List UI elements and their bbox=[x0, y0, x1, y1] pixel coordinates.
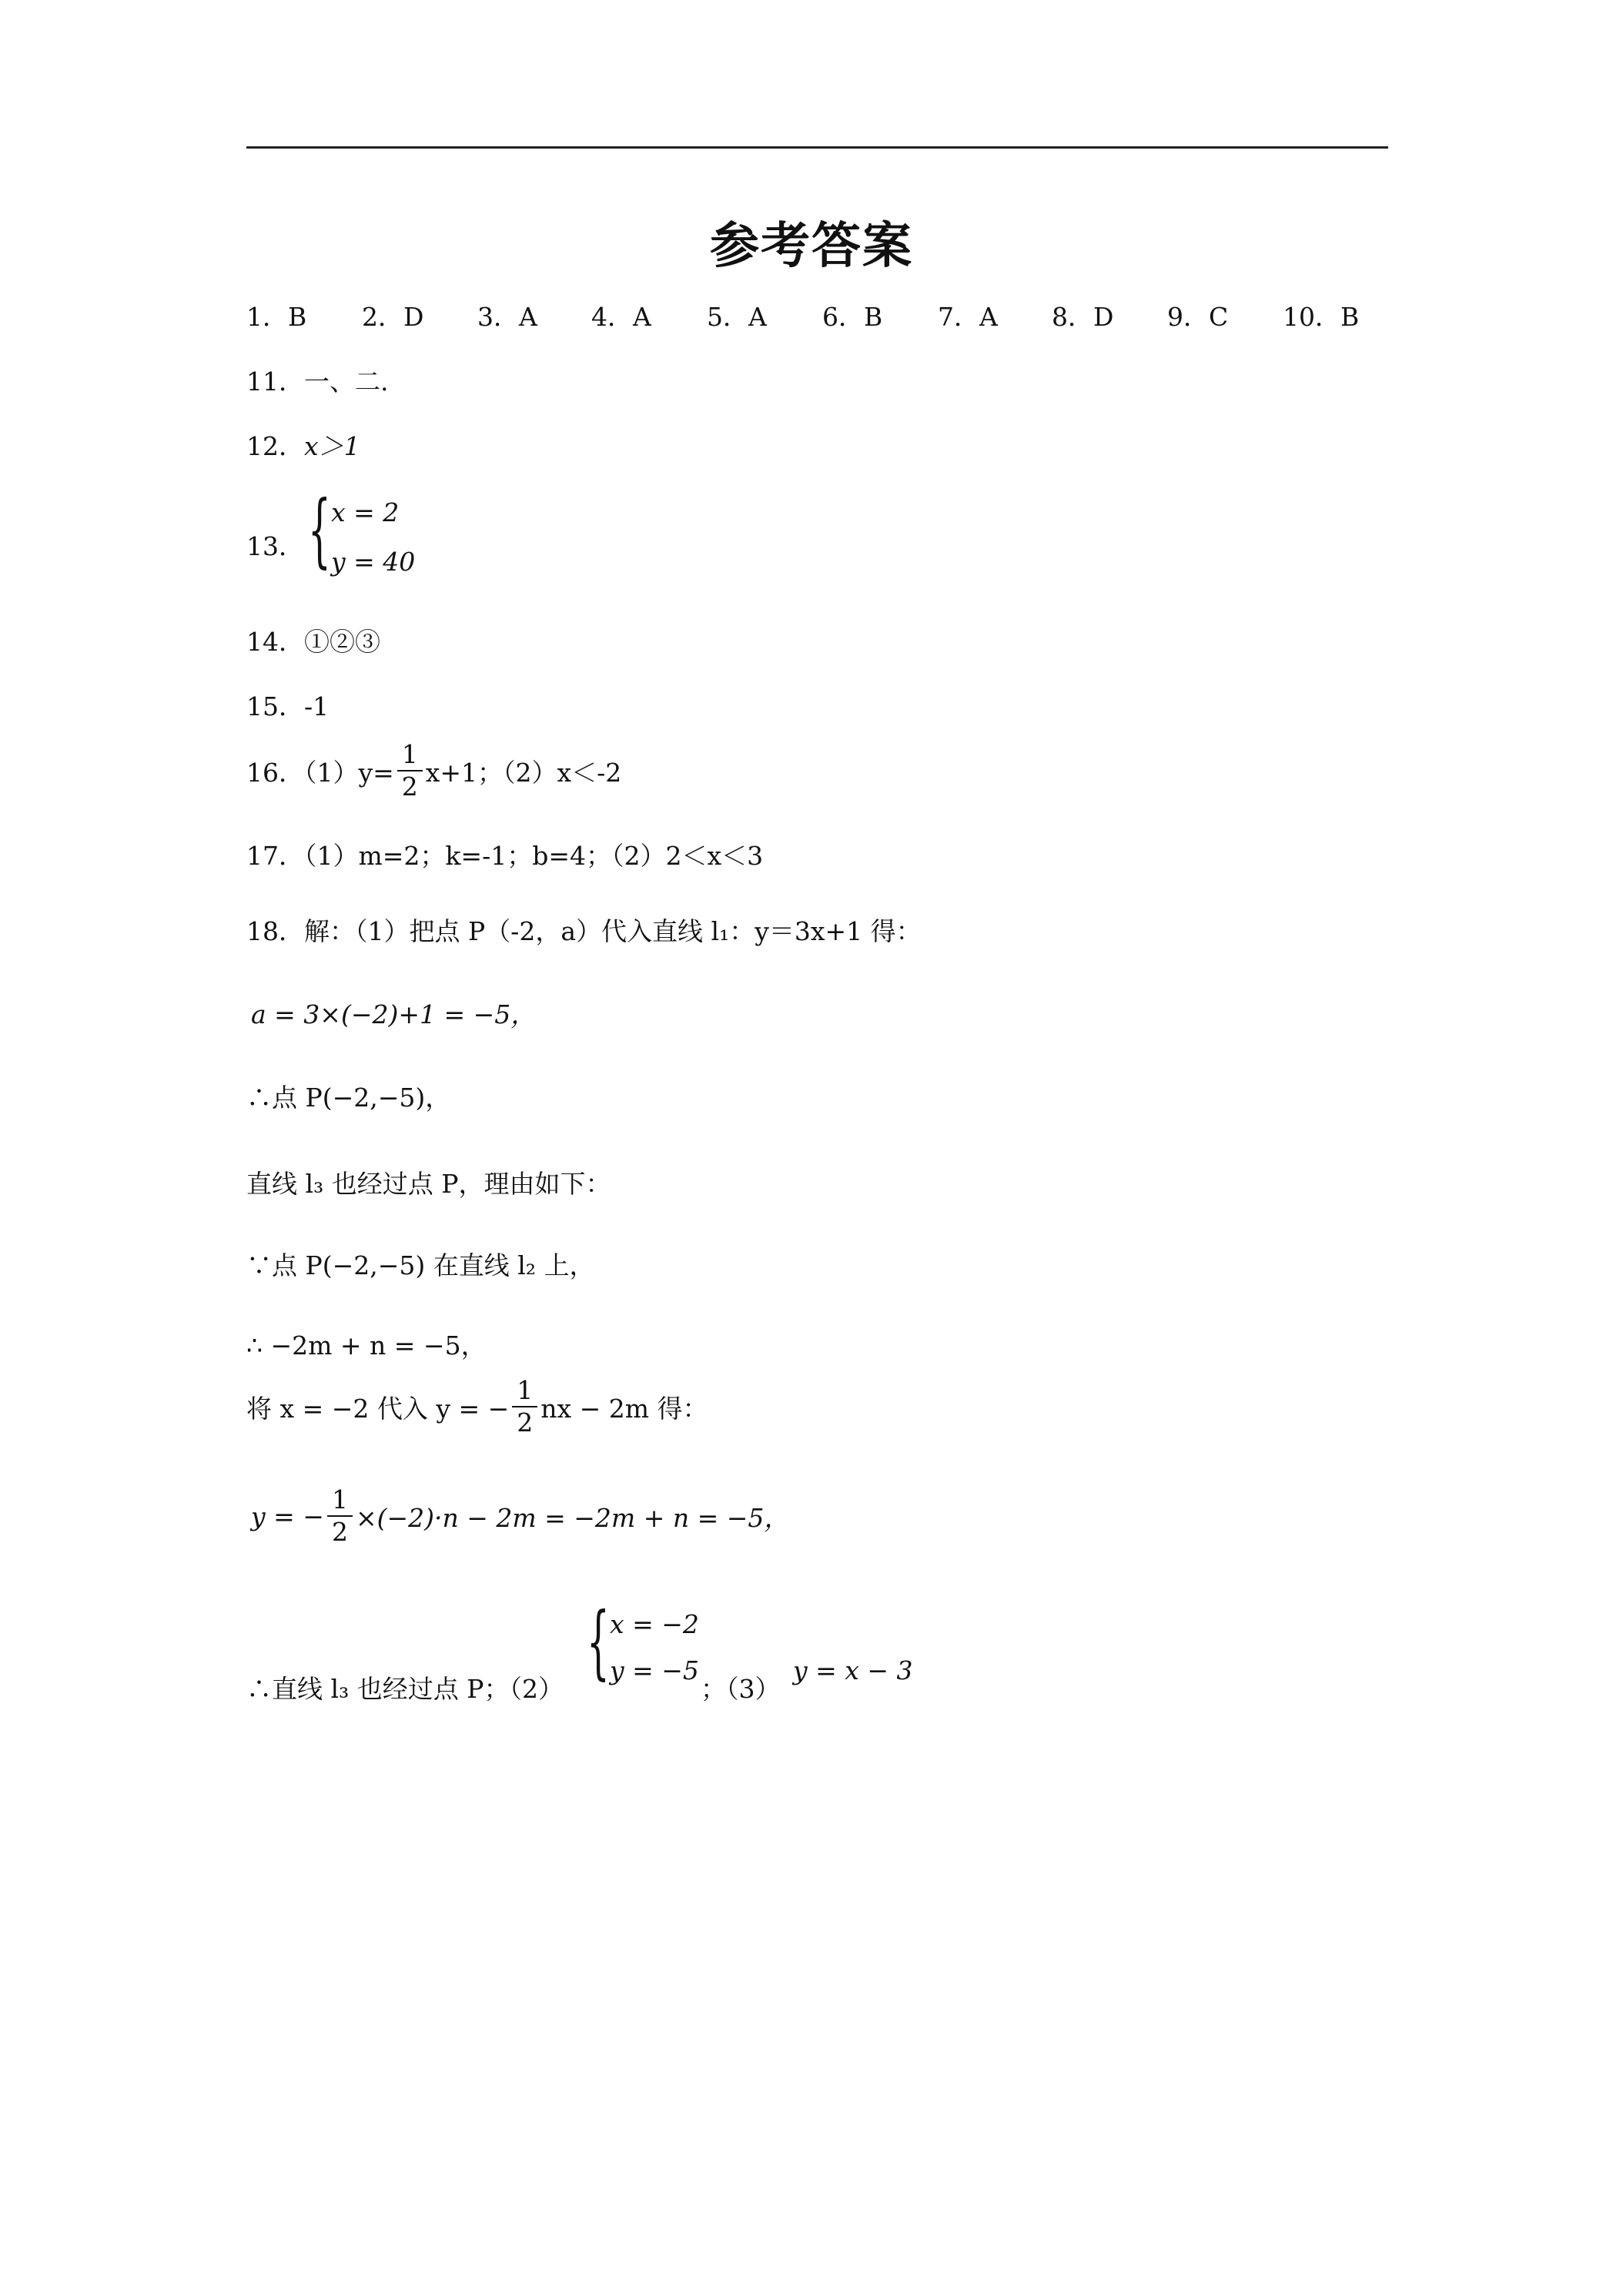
mc-answer-7: 7．A bbox=[938, 302, 998, 332]
mc-answer-2: 2．D bbox=[362, 302, 424, 332]
answer-18-line9-suffix: y = x − 3 bbox=[793, 1655, 913, 1685]
answer-18-line9-system2: y = −5 bbox=[610, 1655, 699, 1685]
answer-16-fraction bbox=[397, 739, 423, 802]
answer-18-line4: 直线 l₃ 也经过点 P，理由如下： bbox=[246, 1169, 611, 1199]
answer-18-line7 bbox=[246, 1375, 708, 1438]
answer-12-number: 12． bbox=[246, 431, 304, 461]
answer-12-expression: x＞1 bbox=[304, 431, 360, 461]
answer-18-line5: ∵点 P(−2,−5) 在直线 l₂ 上， bbox=[246, 1250, 595, 1280]
answer-15: 15．-1 bbox=[246, 691, 330, 721]
answer-16-denominator: 2 bbox=[401, 771, 418, 802]
answer-16-numerator: 1 bbox=[397, 739, 423, 771]
answer-18-line8-numerator: 1 bbox=[327, 1484, 353, 1517]
mc-answer-6: 6．B bbox=[822, 302, 883, 332]
answer-11: 11．一、二. bbox=[246, 366, 389, 397]
answer-18-line8-fraction bbox=[327, 1484, 353, 1548]
mc-answer-5: 5．A bbox=[707, 302, 767, 332]
answer-18-line9-prefix: ∴直线 l₃ 也经过点 P；（2） bbox=[246, 1674, 564, 1704]
mc-answer-1: 1．B bbox=[246, 302, 307, 332]
answer-18-line1: 18．解：（1）把点 P（-2，a）代入直线 l₁：y＝3x+1 得： bbox=[246, 916, 922, 946]
answer-18-line7-suffix: nx − 2m 得： bbox=[540, 1393, 708, 1424]
answer-18-line7-fraction bbox=[512, 1375, 537, 1438]
answer-18-line9-middle: ；（3） bbox=[701, 1674, 781, 1704]
answer-13-number: 13． bbox=[246, 531, 304, 561]
answer-18-line6: ∴ −2m + n = −5， bbox=[246, 1330, 487, 1361]
mc-answer-4: 4．A bbox=[591, 302, 651, 332]
answer-18-line9-system1: x = −2 bbox=[610, 1609, 699, 1639]
mc-answer-10: 10．B bbox=[1283, 302, 1360, 332]
answer-16 bbox=[246, 739, 621, 802]
answer-14: 14．①②③ bbox=[246, 627, 380, 657]
answer-13-line1: x = 2 bbox=[331, 497, 400, 527]
answer-18-line8 bbox=[251, 1484, 789, 1548]
answer-16-prefix: 16．（1）y= bbox=[246, 757, 394, 788]
answer-18-line8-denominator: 2 bbox=[331, 1517, 348, 1547]
answer-12 bbox=[246, 427, 360, 463]
answer-18-line8-prefix: y = − bbox=[251, 1501, 324, 1531]
answer-18-line9-brace: { bbox=[587, 1595, 610, 1689]
mc-answer-3: 3．A bbox=[477, 302, 537, 332]
header-rule bbox=[246, 146, 1388, 149]
mc-answer-8: 8．D bbox=[1052, 302, 1114, 332]
answer-18-line2: a = 3×(−2)+1 = −5， bbox=[251, 999, 537, 1029]
answer-13-brace: { bbox=[308, 483, 331, 577]
mc-answer-9: 9．C bbox=[1167, 302, 1229, 332]
answer-13-line2: y = 40 bbox=[331, 547, 416, 577]
answer-18-line3: ∴点 P(−2,−5)， bbox=[246, 1083, 451, 1113]
answer-18-line7-prefix: 将 x = −2 代入 y = − bbox=[246, 1393, 510, 1424]
answer-16-suffix: x+1；（2）x＜-2 bbox=[425, 757, 622, 788]
answer-18-line8-suffix: ×(−2)·n − 2m = −2m + n = −5， bbox=[355, 1502, 790, 1533]
answer-18-line7-denominator: 2 bbox=[517, 1407, 534, 1438]
answer-18-line7-numerator: 1 bbox=[512, 1375, 537, 1407]
answer-17: 17．（1）m=2；k=-1；b=4；（2）2＜x＜3 bbox=[246, 841, 764, 871]
page-title: 参考答案 bbox=[710, 217, 913, 275]
